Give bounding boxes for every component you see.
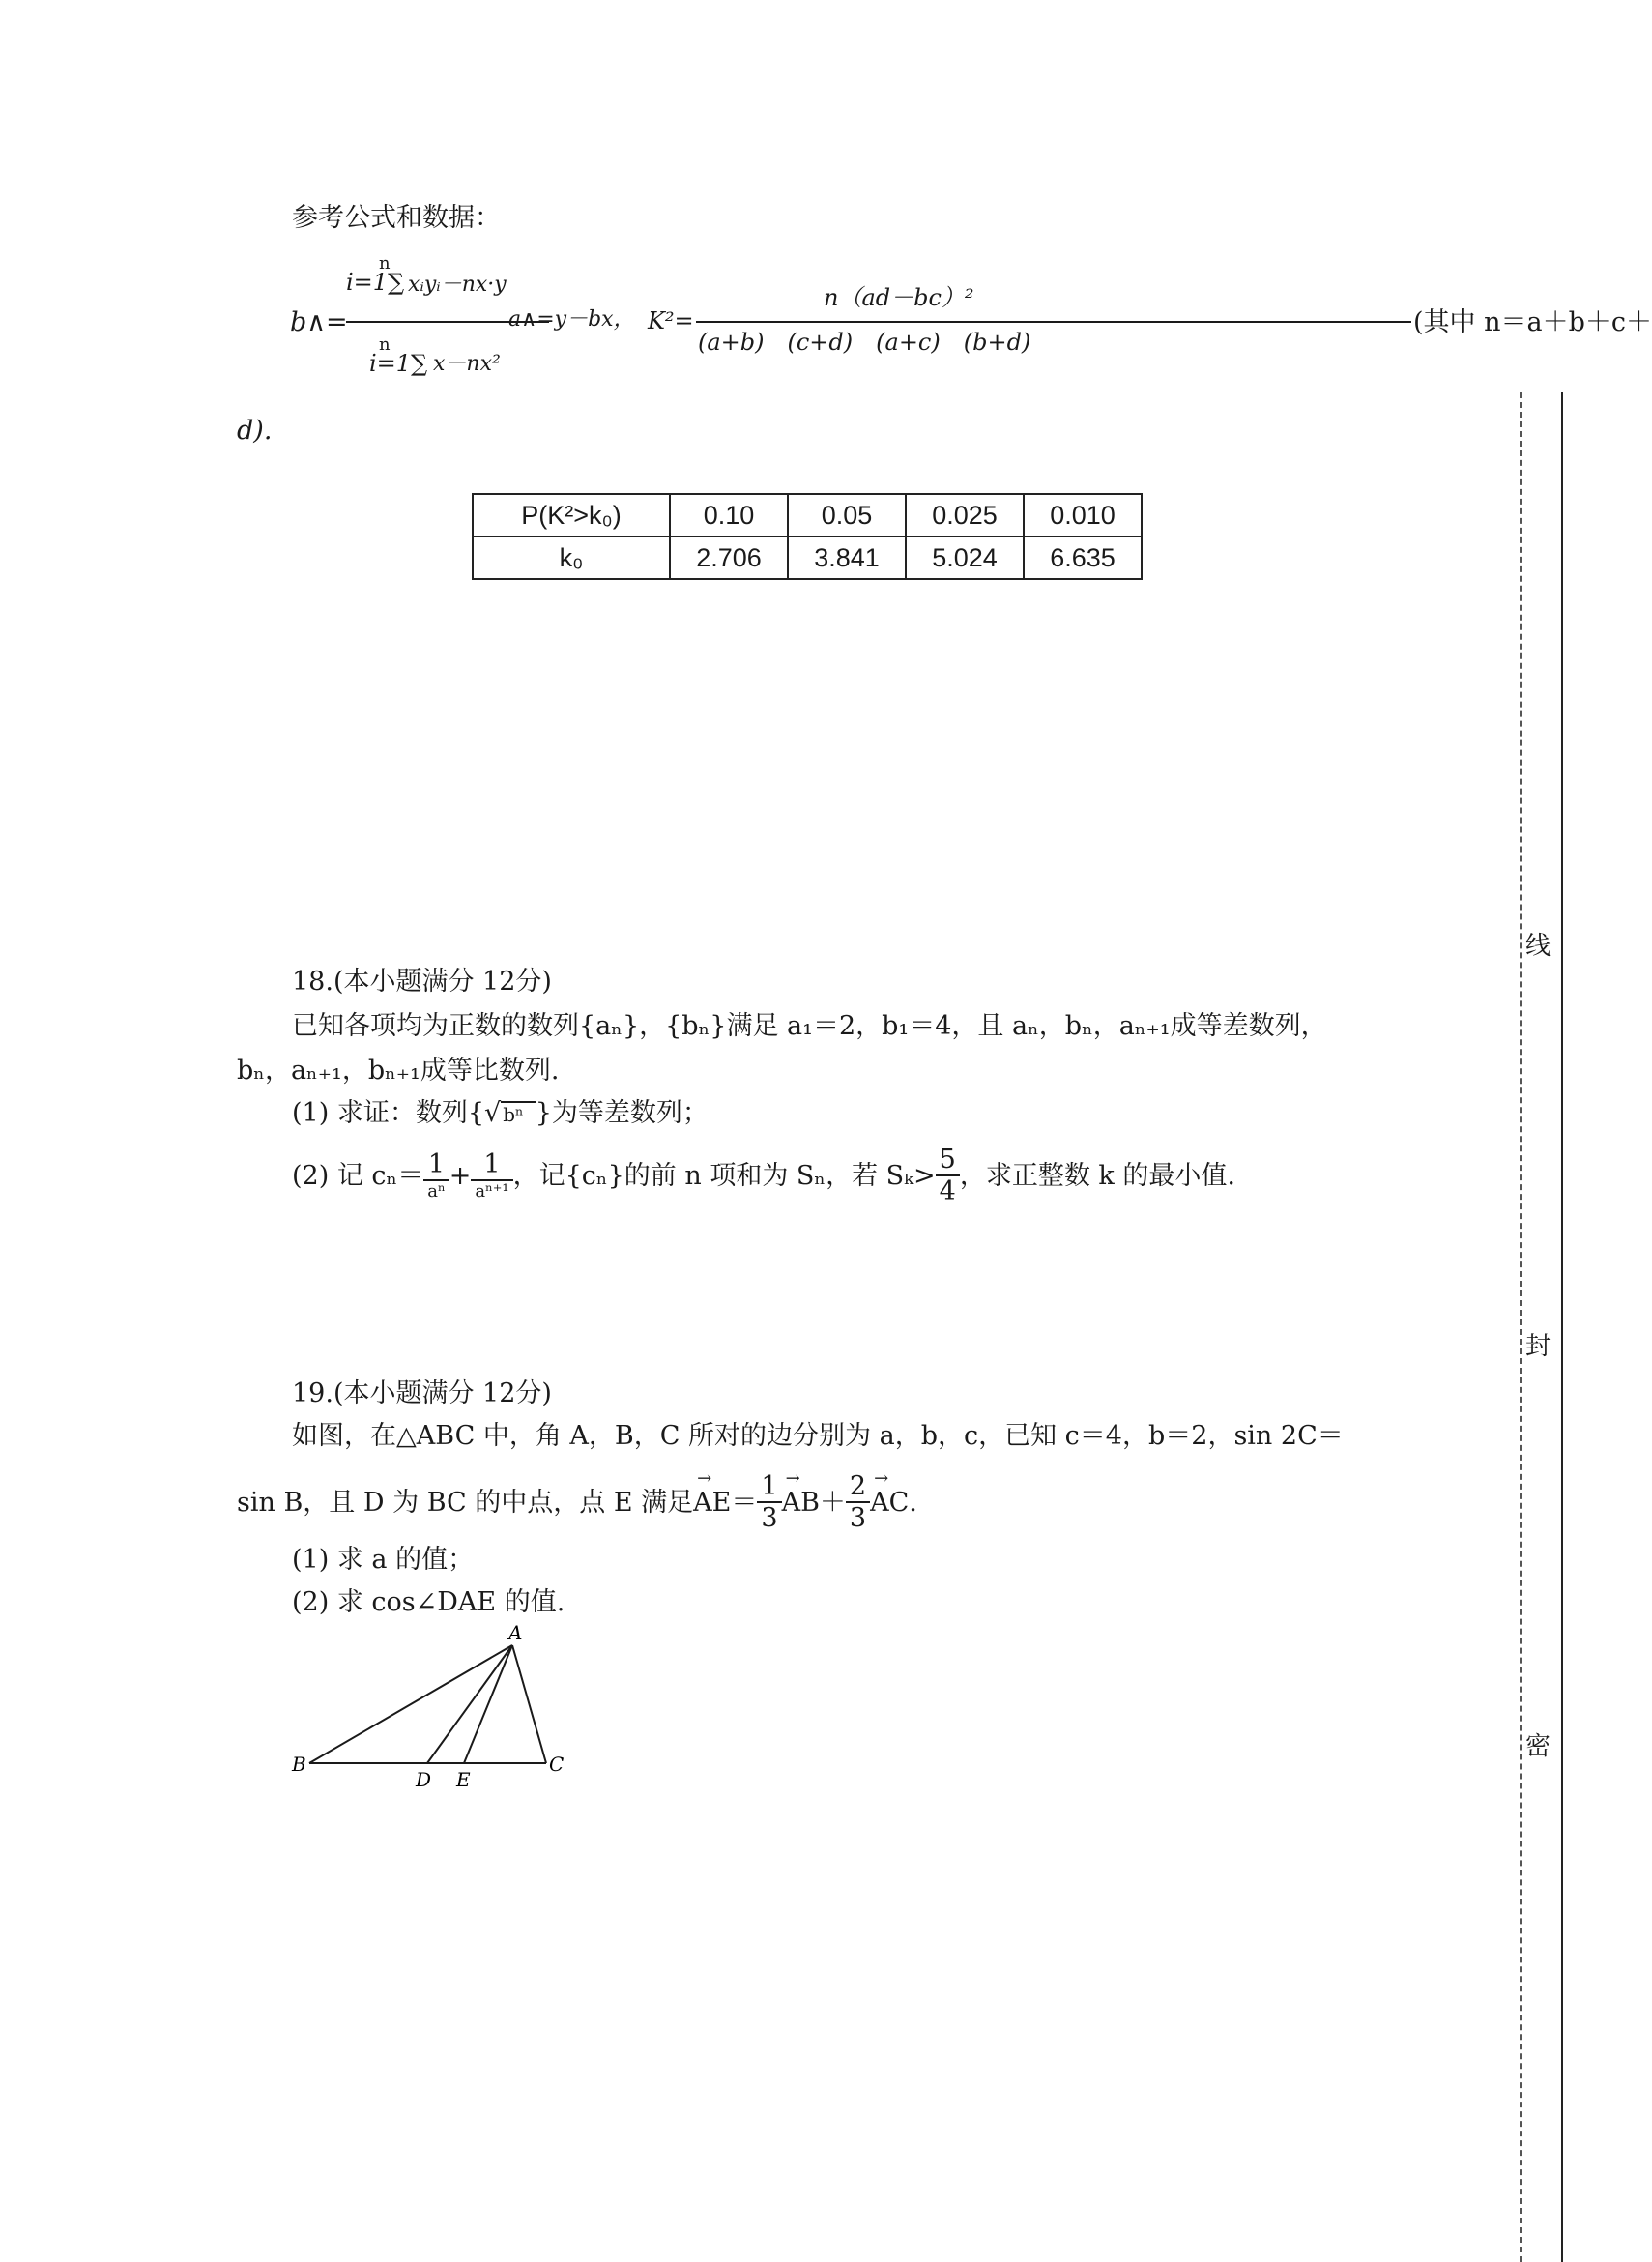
- binding-line-dashed: [1520, 392, 1522, 2262]
- table-cell: 2.706: [670, 536, 788, 579]
- table-cell: 0.010: [1024, 494, 1142, 536]
- label-d: D: [416, 1768, 432, 1791]
- segment-ac: [512, 1645, 546, 1763]
- vector-ab: → AB: [782, 1490, 820, 1516]
- fraction-two-thirds: [846, 1473, 870, 1531]
- q18-part2-text-c: ，求正整数 k 的最小值.: [959, 1160, 1235, 1191]
- q18-part1: [292, 1100, 709, 1126]
- critical-value-table: [472, 493, 1143, 580]
- k2-label: K²=: [648, 307, 694, 334]
- fraction-denominator: aⁿ⁺¹: [475, 1180, 509, 1202]
- table-cell: k₀: [473, 536, 670, 579]
- q18-title: 18.(本小题满分 12分): [292, 967, 552, 997]
- table-cell: 0.10: [670, 494, 788, 536]
- margin-label-feng: 封: [1525, 1332, 1551, 1361]
- q18-part2-text-a: (2) 记 cₙ＝: [292, 1160, 424, 1191]
- fraction-denominator: 3: [849, 1503, 867, 1533]
- where-clause-end: d).: [237, 416, 273, 446]
- segment-ad: [427, 1645, 512, 1763]
- fraction-numerator: 1: [757, 1473, 781, 1503]
- fraction-numerator: 5: [936, 1146, 960, 1176]
- fraction-numerator: 2: [846, 1473, 870, 1503]
- sqrt-symbol: √: [484, 1098, 502, 1128]
- fraction-numerator: 1: [471, 1151, 512, 1181]
- plus-sign: +: [449, 1160, 472, 1191]
- q18-part2-text-b: ，记{cₙ}的前 n 项和为 Sₙ，若 Sₖ>: [512, 1160, 936, 1191]
- sqrt-radicand: bⁿ: [501, 1101, 535, 1126]
- fraction-denominator: 3: [761, 1503, 778, 1533]
- q18-line1: 已知各项均为正数的数列{aₙ}，{bₙ}满足 a₁＝2，b₁＝4，且 aₙ，bₙ，aₙ₊₁成等差数列，: [292, 1011, 1327, 1041]
- b-hat-label: b∧=: [290, 307, 348, 337]
- sum-lower-n: n: [379, 334, 391, 355]
- margin-label-xian: 线: [1525, 932, 1551, 961]
- table-cell: 0.05: [788, 494, 906, 536]
- table-cell: 3.841: [788, 536, 906, 579]
- binding-line-solid: [1561, 392, 1563, 2262]
- q19-line1: 如图，在△ABC 中，角 A，B，C 所对的边分别为 a，b，c，已知 c＝4，b＝2，sin 2C＝: [292, 1421, 1344, 1451]
- table-cell: P(K²>k₀): [473, 494, 670, 536]
- q19-title: 19.(本小题满分 12分): [292, 1378, 552, 1408]
- label-e: E: [456, 1768, 471, 1791]
- fraction-one-third: [757, 1473, 781, 1531]
- q18-part1-text-b: }为等差数列；: [535, 1098, 709, 1128]
- fraction-5-over-4: [936, 1146, 960, 1204]
- denominator-expr: x－nx²: [433, 352, 501, 376]
- numerator-expr: xᵢyᵢ－nx·y: [408, 273, 507, 297]
- q19-part2: (2) 求 cos∠DAE 的值.: [292, 1587, 565, 1617]
- q19-line2: [237, 1465, 917, 1539]
- vector-ae: → AE: [693, 1490, 731, 1516]
- fraction-denominator: aⁿ: [427, 1180, 446, 1202]
- segment-ae: [464, 1645, 512, 1763]
- plus-sign: ＋: [819, 1487, 846, 1518]
- fraction-denominator: 4: [939, 1176, 956, 1206]
- label-b: B: [292, 1753, 306, 1776]
- q18-part1-text-a: (1) 求证：数列{: [292, 1098, 485, 1128]
- sum-symbol-top: i=1∑: [346, 269, 405, 296]
- sum-symbol-bottom: i=1∑: [369, 350, 428, 377]
- fraction-numerator: 1: [423, 1151, 449, 1181]
- q19-line2-text: sin B，且 D 为 BC 的中点，点 E 满足: [237, 1487, 694, 1518]
- regression-formula: [290, 253, 1652, 389]
- fraction-1-over-an: [423, 1148, 449, 1202]
- margin-label-mi: 密: [1525, 1732, 1551, 1761]
- label-c: C: [549, 1753, 565, 1776]
- a-hat-expr: a∧=y－bx，: [508, 307, 635, 332]
- sum-upper-n: n: [379, 253, 391, 274]
- q19-part1: (1) 求 a 的值；: [292, 1545, 475, 1575]
- q18-line2: bₙ，aₙ₊₁，bₙ₊₁成等比数列.: [237, 1056, 560, 1086]
- table-row: [473, 536, 1142, 579]
- k2-denominator: (a+b) (c+d) (a+c) (b+d): [698, 329, 1031, 356]
- vector-ac: → AC: [870, 1490, 909, 1516]
- triangle-figure: [280, 1621, 590, 1798]
- fraction-bar-k2: [696, 321, 1411, 323]
- period: .: [909, 1487, 917, 1518]
- segment-ab: [309, 1645, 512, 1763]
- label-a: A: [508, 1621, 523, 1644]
- where-clause: (其中 n＝a＋b＋c＋: [1413, 307, 1652, 337]
- k2-numerator: n（ad－bc）²: [824, 284, 974, 311]
- fraction-1-over-an1: [471, 1148, 512, 1202]
- q18-part2: [292, 1137, 1235, 1214]
- reference-title: 参考公式和数据：: [292, 203, 501, 233]
- table-cell: 6.635: [1024, 536, 1142, 579]
- table-cell: 0.025: [906, 494, 1024, 536]
- table-cell: 5.024: [906, 536, 1024, 579]
- table-row: [473, 494, 1142, 536]
- equals-sign: ＝: [731, 1487, 758, 1518]
